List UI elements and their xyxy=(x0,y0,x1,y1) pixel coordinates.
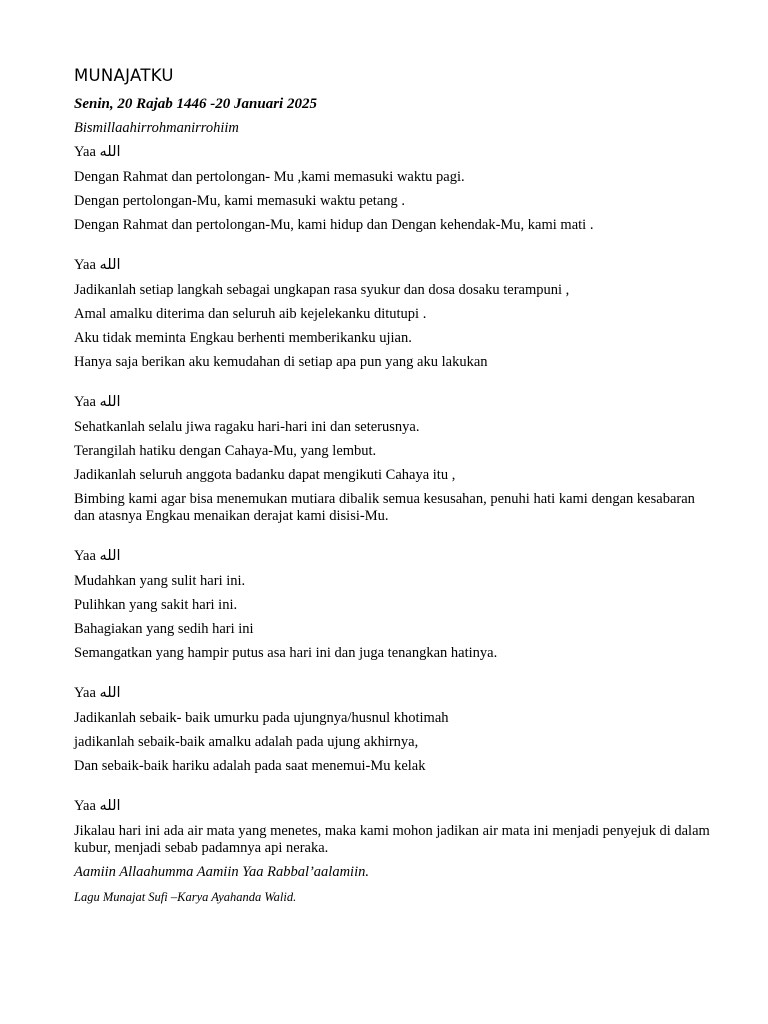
stanza xyxy=(74,257,714,371)
stanza-line: Dengan Rahmat dan pertolongan-Mu, kami hidup dan Dengan kehendak-Mu, kami mati . xyxy=(74,217,594,233)
stanza-invocation: Yaa الله xyxy=(74,685,121,701)
stanza-line: Jadikanlah sebaik- baik umurku pada ujungnya/husnul khotimah xyxy=(74,710,449,726)
stanza-line: Amal amalku diterima dan seluruh aib kejelekanku ditutupi . xyxy=(74,306,427,322)
stanza xyxy=(74,798,714,857)
stanza-line: Aku tidak meminta Engkau berhenti memberikanku ujian. xyxy=(74,330,412,346)
stanza-line: Jikalau hari ini ada air mata yang menetes, maka kami mohon jadikan air mata ini menjadi penyejuk di dalam kubur, menjadi sebab padamnya api neraka. xyxy=(74,823,710,856)
stanza-gap xyxy=(74,241,714,257)
stanza-line: Dan sebaik-baik hariku adalah pada saat menemui-Mu kelak xyxy=(74,758,426,774)
stanza-gap xyxy=(74,378,714,394)
stanza-line: Mudahkan yang sulit hari ini. xyxy=(74,573,246,589)
stanza-line: Hanya saja berikan aku kemudahan di setiap apa pun yang aku lakukan xyxy=(74,354,488,370)
stanza-invocation: Yaa الله xyxy=(74,798,121,814)
stanza xyxy=(74,685,714,775)
stanza-line: Semangatkan yang hampir putus asa hari ini dan juga tenangkan hatinya. xyxy=(74,645,498,661)
stanza-line: Jadikanlah seluruh anggota badanku dapat mengikuti Cahaya itu , xyxy=(74,467,456,483)
stanza-line: Sehatkanlah selalu jiwa ragaku hari-hari ini dan seterusnya. xyxy=(74,419,420,435)
stanza-line: Terangilah hatiku dengan Cahaya-Mu, yang lembut. xyxy=(74,443,377,459)
stanza xyxy=(74,548,714,662)
stanza-invocation: Yaa الله xyxy=(74,144,121,160)
stanza-invocation: Yaa الله xyxy=(74,548,121,564)
stanza-line: Dengan Rahmat dan pertolongan- Mu ,kami memasuki waktu pagi. xyxy=(74,169,465,185)
stanza-gap xyxy=(74,532,714,548)
document-date: Senin, 20 Rajab 1446 -20 Januari 2025 xyxy=(74,96,317,112)
stanza-line: Dengan pertolongan-Mu, kami memasuki waktu petang . xyxy=(74,193,406,209)
stanza-line: Bahagiakan yang sedih hari ini xyxy=(74,621,254,637)
stanza xyxy=(74,144,714,234)
stanza-invocation: Yaa الله xyxy=(74,257,121,273)
stanza-line: Pulihkan yang sakit hari ini. xyxy=(74,597,238,613)
stanza-line: jadikanlah sebaik-baik amalku adalah pada ujung akhirnya, xyxy=(74,734,419,750)
stanza-gap xyxy=(74,782,714,798)
bismillah-line: Bismillaahirrohmanirrohiim xyxy=(74,120,239,136)
document-page xyxy=(74,66,714,905)
document-title: MUNAJATKU xyxy=(74,66,174,85)
song-credit: Lagu Munajat Sufi –Karya Ayahanda Walid. xyxy=(74,890,297,904)
stanza-invocation: Yaa الله xyxy=(74,394,121,410)
stanza-line: Jadikanlah setiap langkah sebagai ungkapan rasa syukur dan dosa dosaku terampuni , xyxy=(74,282,570,298)
closing-prayer: Aamiin Allaahumma Aamiin Yaa Rabbal’aalamiin. xyxy=(74,864,369,880)
stanza-gap xyxy=(74,669,714,685)
stanza-line: Bimbing kami agar bisa menemukan mutiara dibalik semua kesusahan, penuhi hati kami dengan kesabaran dan atasnya Engkau menaikan derajat kami disisi-Mu. xyxy=(74,491,695,524)
stanza xyxy=(74,394,714,525)
